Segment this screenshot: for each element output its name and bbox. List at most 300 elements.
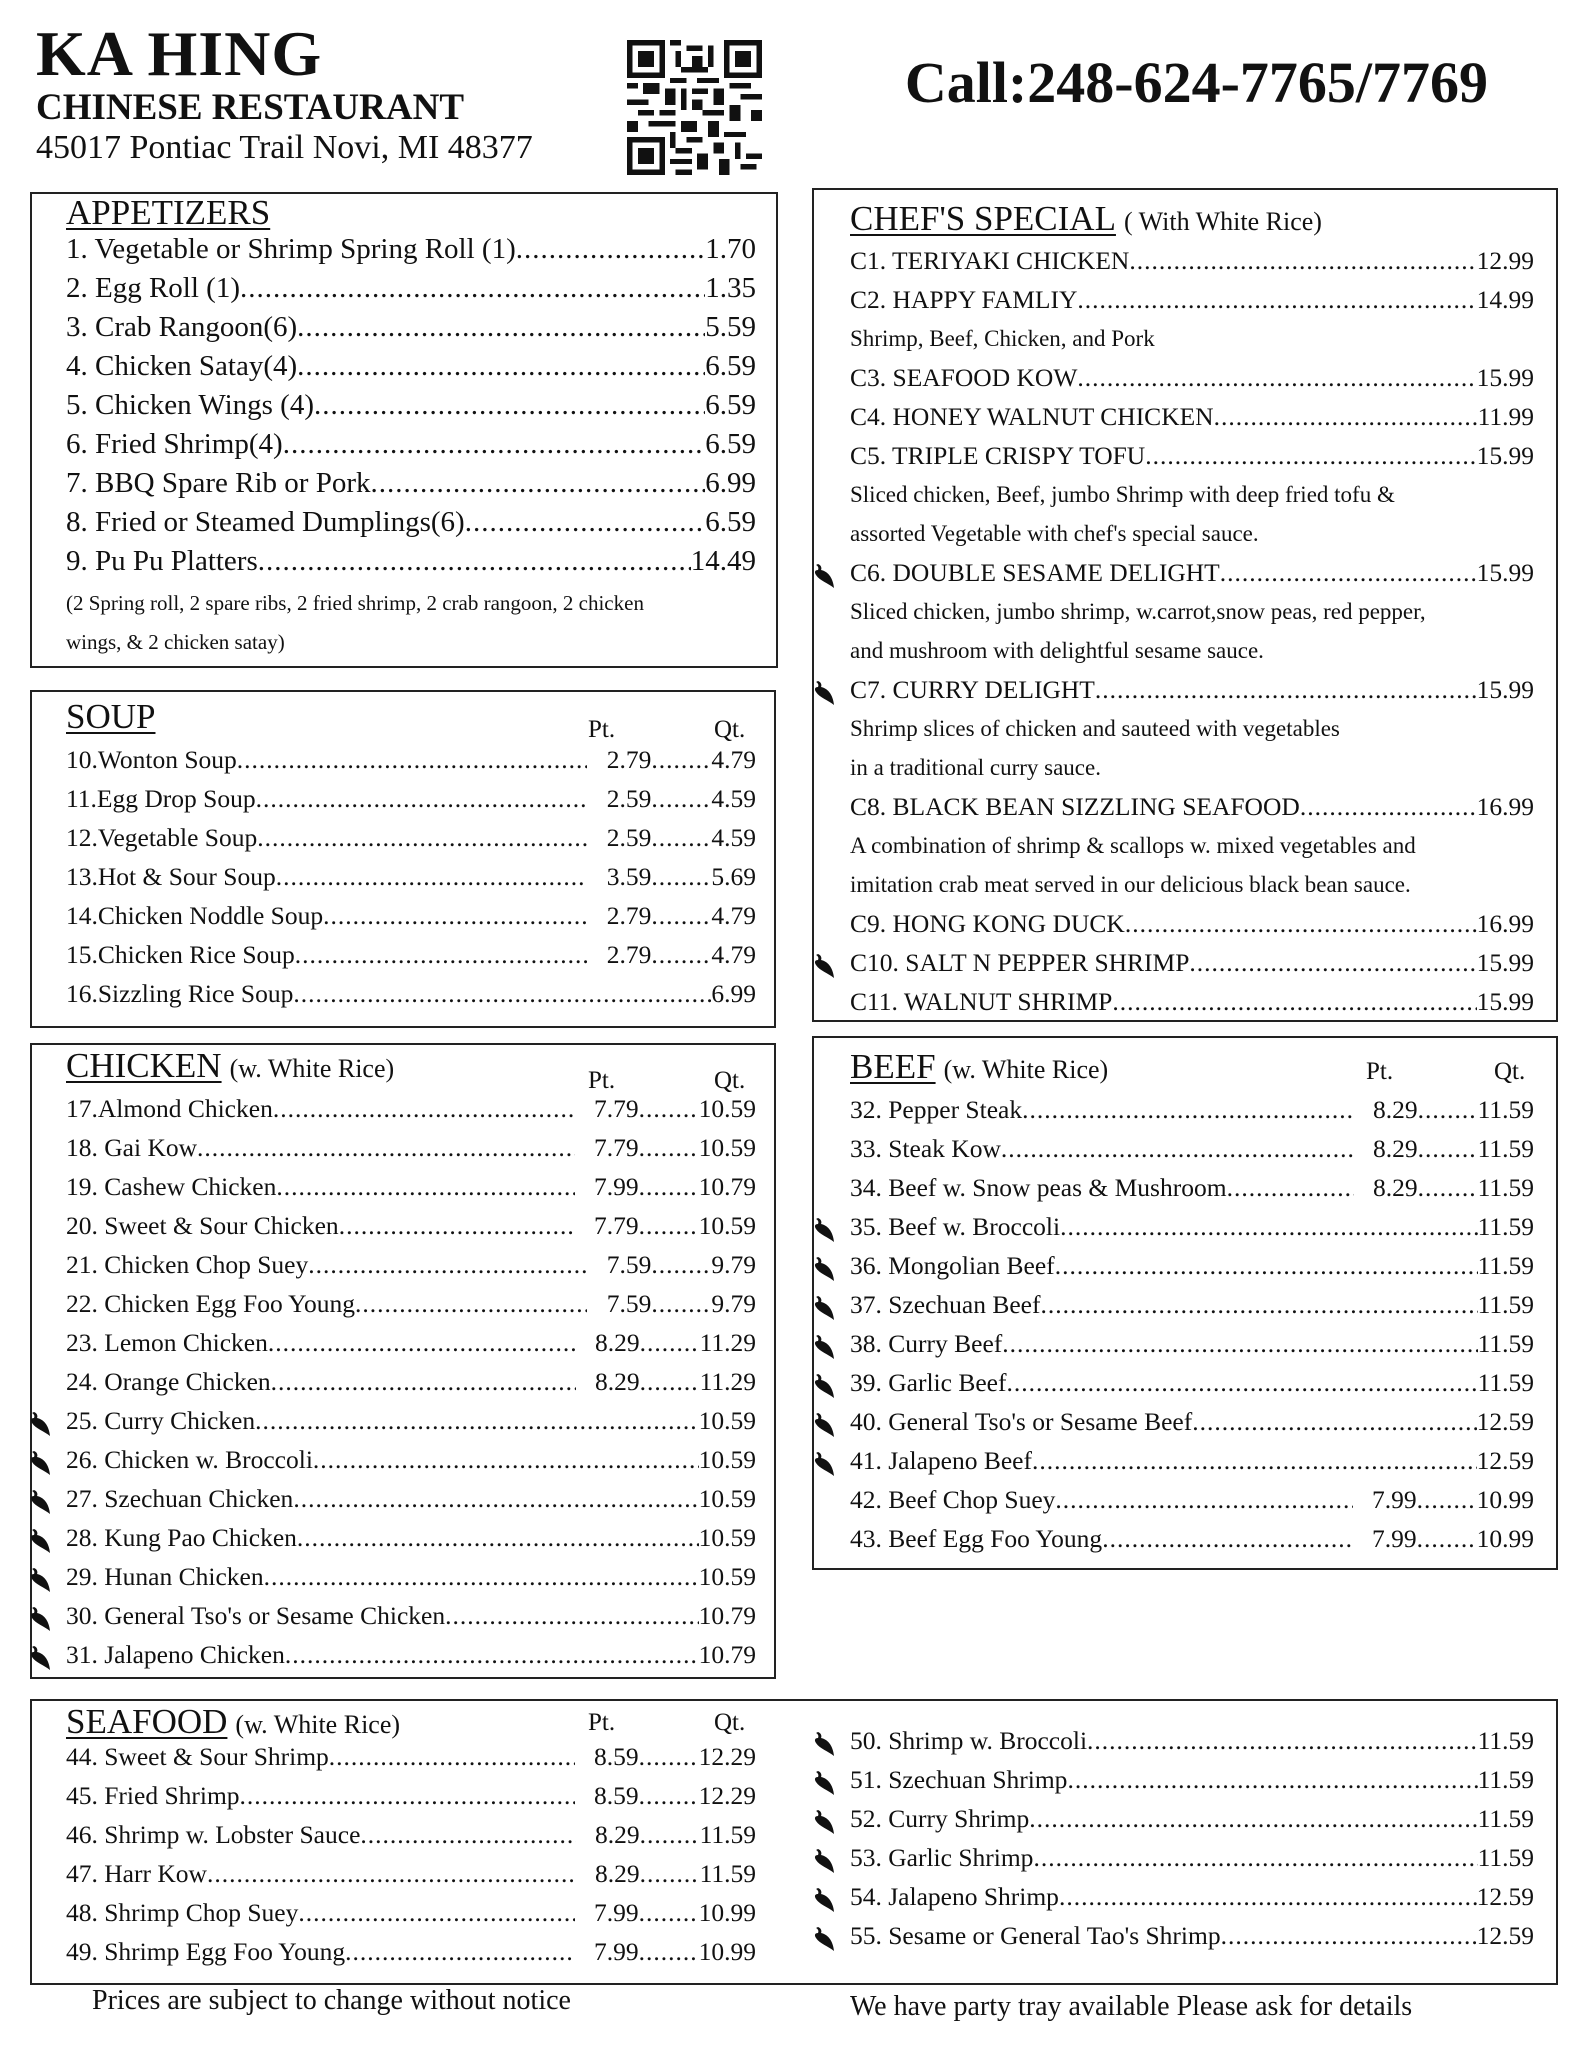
- item-name: 44. Sweet & Sour Shrimp: [66, 1742, 329, 1771]
- item-quart-price: 12.29: [698, 1742, 756, 1771]
- item-pint-price: 7.99: [594, 1937, 639, 1966]
- dot-leader: [298, 1893, 574, 1932]
- appetizers-title: APPETIZERS: [66, 193, 271, 232]
- menu-item: [850, 1441, 1534, 1480]
- dish-description: Sliced chicken, Beef, jumbo Shrimp with deep fried tofu &: [850, 482, 1395, 507]
- menu-item: [66, 1089, 756, 1128]
- menu-item: [66, 818, 756, 857]
- dot-leader: [297, 1518, 699, 1557]
- beef-rice-note: (w. White Rice): [943, 1055, 1109, 1084]
- soup-pint-header: Pt.: [588, 716, 616, 743]
- item-name: 19. Cashew Chicken: [66, 1172, 277, 1201]
- dot-leader: [256, 779, 588, 818]
- item-price: 11.59: [1477, 1290, 1534, 1319]
- menu-item: [850, 1838, 1534, 1877]
- hot-pepper-icon: [812, 1372, 836, 1400]
- menu-item: [850, 943, 1534, 982]
- dot-leader: [1145, 436, 1476, 475]
- chefs-special-section: [812, 188, 1558, 1022]
- item-name: 6. Fried Shrimp(4): [66, 428, 283, 460]
- item-name: C8. BLACK BEAN SIZZLING SEAFOOD: [850, 792, 1300, 821]
- menu-item: [850, 1916, 1534, 1955]
- menu-item: [66, 1776, 756, 1815]
- menu-item: [850, 1207, 1534, 1246]
- dot-leader: [285, 1635, 699, 1674]
- item-name: 8. Fried or Steamed Dumplings(6): [66, 506, 465, 538]
- item-name: 43. Beef Egg Foo Young: [850, 1524, 1103, 1553]
- dot-leader: [360, 1815, 575, 1854]
- item-price: 10.59: [698, 1562, 756, 1591]
- dot-leader: [293, 974, 711, 1013]
- dot-leader: [257, 818, 587, 857]
- dot-leader: [640, 1815, 700, 1854]
- hot-pepper-icon: [28, 1449, 52, 1477]
- beef-section: [812, 1036, 1558, 1570]
- menu-item: [66, 779, 756, 818]
- menu-item: [66, 740, 756, 779]
- menu-item: [66, 464, 756, 503]
- item-price: 6.59: [705, 350, 756, 382]
- item-name: C6. DOUBLE SESAME DELIGHT: [850, 558, 1220, 587]
- item-quart-price: 9.79: [711, 1289, 756, 1318]
- seafood-list-right: [850, 1721, 1534, 1955]
- item-price: 10.59: [698, 1484, 756, 1513]
- dish-description: imitation crab meat served in our delicious black bean sauce.: [850, 872, 1411, 897]
- item-name: 35. Beef w. Broccoli: [850, 1212, 1061, 1241]
- hot-pepper-icon: [812, 1333, 836, 1361]
- item-price: 6.59: [705, 389, 756, 421]
- item-pint-price: 2.59: [606, 823, 652, 852]
- beef-title-text: BEEF: [850, 1047, 936, 1086]
- item-pint-price: 7.99: [594, 1172, 639, 1201]
- menu-item: [850, 1090, 1534, 1129]
- chicken-title-text: CHICKEN: [66, 1046, 222, 1085]
- menu-item: [850, 1285, 1534, 1324]
- menu-item: [66, 896, 756, 935]
- item-quart-price: 10.59: [698, 1133, 756, 1162]
- item-quart-price: 11.59: [1477, 1134, 1534, 1163]
- dot-leader: [1087, 1721, 1478, 1760]
- appetizers-section: [30, 192, 778, 668]
- chefs-special-title-text: CHEF'S SPECIAL: [850, 199, 1116, 238]
- item-price: 10.59: [698, 1406, 756, 1435]
- item-name: 49. Shrimp Egg Foo Young: [66, 1937, 346, 1966]
- item-price: 11.59: [1477, 1843, 1534, 1872]
- item-name: 32. Pepper Steak: [850, 1095, 1023, 1124]
- item-name: 31. Jalapeno Chicken: [66, 1640, 285, 1669]
- item-name: 47. Harr Kow: [66, 1859, 207, 1888]
- item-price: 12.59: [1476, 1407, 1534, 1436]
- dot-leader: [1055, 1480, 1352, 1519]
- dot-leader: [1220, 553, 1477, 592]
- dot-leader: [1192, 1402, 1476, 1441]
- dot-leader: [293, 1479, 698, 1518]
- item-name: 17.Almond Chicken: [66, 1094, 273, 1123]
- dot-leader: [445, 1596, 699, 1635]
- dot-leader: [308, 1245, 587, 1284]
- chicken-section: [30, 1043, 776, 1679]
- menu-item: [850, 1480, 1534, 1519]
- dot-leader: [1077, 358, 1476, 397]
- item-pint-price: 8.59: [594, 1742, 639, 1771]
- item-name: C9. HONG KONG DUCK: [850, 909, 1125, 938]
- item-name: 10.Wonton Soup: [66, 745, 237, 774]
- dot-leader: [295, 935, 588, 974]
- party-tray-notice: We have party tray available Please ask for details: [850, 1991, 1413, 2022]
- item-quart-price: 10.59: [698, 1094, 756, 1123]
- menu-item: [66, 1206, 756, 1245]
- item-name: 18. Gai Kow: [66, 1133, 198, 1162]
- item-quart-price: 10.99: [1476, 1524, 1534, 1553]
- dot-leader: [1029, 1799, 1477, 1838]
- menu-item: [850, 1877, 1534, 1916]
- hot-pepper-icon: [812, 1886, 836, 1914]
- dot-leader: [1214, 397, 1478, 436]
- qr-code-icon[interactable]: [627, 40, 762, 175]
- dot-leader: [651, 779, 711, 818]
- dot-leader: [651, 818, 711, 857]
- dot-leader: [283, 425, 706, 464]
- dot-leader: [1189, 943, 1476, 982]
- phone-number[interactable]: Call:248-624-7765/7769: [904, 50, 1488, 115]
- item-name: 54. Jalapeno Shrimp: [850, 1882, 1059, 1911]
- item-quart-price: 12.29: [698, 1781, 756, 1810]
- item-name: 41. Jalapeno Beef: [850, 1446, 1032, 1475]
- dot-leader: [240, 269, 705, 308]
- item-pint-price: 8.29: [1372, 1134, 1418, 1163]
- menu-item: [66, 1557, 756, 1596]
- item-name: 24. Orange Chicken: [66, 1367, 271, 1396]
- dot-leader: [339, 1206, 575, 1245]
- platter-note-cont: wings, & 2 chicken satay): [66, 630, 285, 654]
- restaurant-header: [36, 18, 533, 168]
- item-name: 9. Pu Pu Platters: [66, 545, 258, 577]
- menu-item: [850, 982, 1534, 1021]
- menu-item: [850, 358, 1534, 397]
- menu-item: [66, 1932, 756, 1971]
- hot-pepper-icon: [812, 1216, 836, 1244]
- soup-title: SOUP: [66, 697, 156, 736]
- item-name: 37. Szechuan Beef: [850, 1290, 1041, 1319]
- menu-item: [66, 425, 756, 464]
- dot-leader: [237, 740, 588, 779]
- dish-description: in a traditional curry sauce.: [850, 755, 1101, 780]
- menu-item: [66, 1323, 756, 1362]
- item-price: 12.59: [1476, 1446, 1534, 1475]
- item-pint-price: 8.59: [594, 1781, 639, 1810]
- item-name: 40. General Tso's or Sesame Beef: [850, 1407, 1193, 1436]
- item-price: 15.99: [1476, 948, 1534, 977]
- item-price: 11.59: [1477, 1329, 1534, 1358]
- item-name: 15.Chicken Rice Soup: [66, 940, 295, 969]
- item-name: 23. Lemon Chicken: [66, 1328, 268, 1357]
- menu-item: [66, 1518, 756, 1557]
- item-quart-price: 11.59: [699, 1820, 756, 1849]
- item-pint-price: 7.59: [606, 1289, 652, 1318]
- item-pint-price: 8.29: [594, 1367, 640, 1396]
- dot-leader: [1060, 1207, 1477, 1246]
- item-quart-price: 11.29: [699, 1328, 756, 1357]
- menu-item: [850, 397, 1534, 436]
- menu-item: [66, 1284, 756, 1323]
- dot-leader: [1125, 904, 1477, 943]
- item-price: 14.49: [690, 545, 756, 577]
- hot-pepper-icon: [812, 562, 836, 590]
- dish-description: Shrimp, Beef, Chicken, and Pork: [850, 326, 1155, 351]
- item-name: 16.Sizzling Rice Soup: [66, 979, 294, 1008]
- item-price: 14.99: [1476, 285, 1534, 314]
- item-quart-price: 11.59: [699, 1859, 756, 1888]
- menu-item: [66, 1128, 756, 1167]
- dot-leader: [1022, 1090, 1353, 1129]
- dot-leader: [258, 542, 691, 581]
- item-name: 52. Curry Shrimp: [850, 1804, 1030, 1833]
- item-pint-price: 8.29: [594, 1820, 640, 1849]
- item-name: C1. TERIYAKI CHICKEN: [850, 246, 1130, 275]
- hot-pepper-icon: [28, 1488, 52, 1516]
- item-name: C3. SEAFOOD KOW: [850, 363, 1078, 392]
- seafood-quart-header: Qt.: [714, 1709, 746, 1736]
- platter-note: (2 Spring roll, 2 spare ribs, 2 fried shrimp, 2 crab rangoon, 2 chicken: [66, 591, 644, 615]
- seafood-title-text: SEAFOOD: [66, 1702, 228, 1741]
- item-quart-price: 11.29: [699, 1367, 756, 1396]
- menu-item: [66, 269, 756, 308]
- menu-item: [66, 503, 756, 542]
- dot-leader: [345, 1932, 574, 1971]
- item-pint-price: 7.99: [1372, 1524, 1417, 1553]
- dish-description: and mushroom with delightful sesame sauce.: [850, 638, 1264, 663]
- hot-pepper-icon: [812, 1925, 836, 1953]
- item-pint-price: 2.79: [606, 745, 652, 774]
- item-price: 12.59: [1476, 1882, 1534, 1911]
- item-price: 6.99: [711, 979, 756, 1008]
- dot-leader: [639, 1932, 699, 1971]
- item-price: 6.99: [705, 467, 756, 499]
- item-name: 14.Chicken Noddle Soup: [66, 901, 324, 930]
- dot-leader: [276, 857, 588, 896]
- item-pint-price: 7.79: [594, 1211, 639, 1240]
- dot-leader: [1033, 1838, 1477, 1877]
- menu-item: [850, 1799, 1534, 1838]
- item-name: 26. Chicken w. Broccoli: [66, 1445, 313, 1474]
- soup-list: [66, 740, 756, 1013]
- item-price: 15.99: [1476, 675, 1534, 704]
- menu-item: [66, 1893, 756, 1932]
- menu-item: [66, 386, 756, 425]
- dot-leader: [651, 896, 711, 935]
- dot-leader: [313, 1440, 699, 1479]
- menu-item: [850, 1760, 1534, 1799]
- hot-pepper-icon: [812, 1730, 836, 1758]
- item-pint-price: 8.29: [1372, 1173, 1418, 1202]
- dot-leader: [640, 1362, 700, 1401]
- item-pint-price: 7.99: [1372, 1485, 1417, 1514]
- chicken-title: [66, 1047, 394, 1088]
- item-name: 25. Curry Chicken: [66, 1406, 256, 1435]
- item-pint-price: 2.59: [606, 784, 652, 813]
- chefs-special-rice-note: ( With White Rice): [1123, 207, 1322, 236]
- beef-list: [850, 1090, 1534, 1558]
- item-quart-price: 4.79: [711, 745, 756, 774]
- dot-leader: [1129, 241, 1476, 280]
- menu-item: [850, 1129, 1534, 1168]
- menu-item: [66, 1737, 756, 1776]
- dot-leader: [1001, 1129, 1354, 1168]
- item-quart-price: 10.79: [698, 1172, 756, 1201]
- item-price: 11.59: [1477, 1726, 1534, 1755]
- item-price: 11.59: [1477, 1804, 1534, 1833]
- menu-item: [66, 1596, 756, 1635]
- item-name: 11.Egg Drop Soup: [66, 784, 256, 813]
- dot-leader: [651, 1284, 711, 1323]
- dot-leader: [465, 503, 706, 542]
- item-name: 27. Szechuan Chicken: [66, 1484, 294, 1513]
- item-price: 10.59: [698, 1445, 756, 1474]
- menu-item: [850, 1402, 1534, 1441]
- item-price: 11.99: [1477, 402, 1534, 431]
- dot-leader: [1055, 1246, 1478, 1285]
- chicken-list: [66, 1089, 756, 1674]
- dot-leader: [516, 230, 706, 269]
- hot-pepper-icon: [812, 1411, 836, 1439]
- item-quart-price: 11.59: [1477, 1173, 1534, 1202]
- dot-leader: [314, 386, 705, 425]
- item-price: 12.59: [1476, 1921, 1534, 1950]
- item-price: 11.59: [1477, 1251, 1534, 1280]
- seafood-pint-header: Pt.: [588, 1709, 616, 1736]
- hot-pepper-icon: [28, 1410, 52, 1438]
- dot-leader: [1418, 1129, 1478, 1168]
- menu-item: [66, 1167, 756, 1206]
- item-quart-price: 4.59: [711, 784, 756, 813]
- dot-leader: [1002, 1324, 1477, 1363]
- item-name: 34. Beef w. Snow peas & Mushroom: [850, 1173, 1227, 1202]
- item-quart-price: 4.79: [711, 940, 756, 969]
- item-name: 53. Garlic Shrimp: [850, 1843, 1034, 1872]
- item-name: 48. Shrimp Chop Suey: [66, 1898, 299, 1927]
- dot-leader: [1059, 1877, 1477, 1916]
- item-quart-price: 4.59: [711, 823, 756, 852]
- item-name: C7. CURRY DELIGHT: [850, 675, 1095, 704]
- item-name: 3. Crab Rangoon(6): [66, 311, 298, 343]
- restaurant-address: 45017 Pontiac Trail Novi, MI 48377: [36, 129, 533, 166]
- item-pint-price: 2.79: [606, 940, 652, 969]
- menu-item: [850, 436, 1534, 475]
- dot-leader: [1418, 1090, 1478, 1129]
- dot-leader: [207, 1854, 576, 1893]
- price-disclaimer: Prices are subject to change without notice: [92, 1985, 571, 2016]
- menu-item: [850, 1168, 1534, 1207]
- dot-leader: [297, 347, 705, 386]
- dot-leader: [639, 1893, 699, 1932]
- menu-item: [66, 1815, 756, 1854]
- dot-leader: [651, 857, 711, 896]
- item-name: C2. HAPPY FAMLIY: [850, 285, 1078, 314]
- item-pint-price: 8.29: [594, 1859, 640, 1888]
- dot-leader: [1112, 982, 1476, 1021]
- item-name: 36. Mongolian Beef: [850, 1251, 1055, 1280]
- dot-leader: [1032, 1441, 1477, 1480]
- item-name: C10. SALT N PEPPER SHRIMP: [850, 948, 1190, 977]
- dot-leader: [639, 1776, 699, 1815]
- menu-item: [850, 1324, 1534, 1363]
- item-pint-price: 7.59: [606, 1250, 652, 1279]
- menu-item: [66, 1635, 756, 1674]
- item-name: C4. HONEY WALNUT CHICKEN: [850, 402, 1214, 431]
- dot-leader: [273, 1089, 575, 1128]
- dot-leader: [639, 1089, 699, 1128]
- item-name: 30. General Tso's or Sesame Chicken: [66, 1601, 446, 1630]
- dot-leader: [1067, 1760, 1477, 1799]
- dot-leader: [276, 1167, 574, 1206]
- menu-item: [66, 308, 756, 347]
- item-pint-price: 7.99: [594, 1898, 639, 1927]
- item-name: 4. Chicken Satay(4): [66, 350, 298, 382]
- menu-item: [66, 1401, 756, 1440]
- chicken-quart-header: Qt.: [714, 1067, 746, 1094]
- item-name: 51. Szechuan Shrimp: [850, 1765, 1068, 1794]
- menu-item: [850, 904, 1534, 943]
- item-name: 12.Vegetable Soup: [66, 823, 258, 852]
- dot-leader: [1418, 1168, 1478, 1207]
- item-quart-price: 9.79: [711, 1250, 756, 1279]
- menu-item: [850, 1246, 1534, 1285]
- item-price: 1.35: [705, 272, 756, 304]
- hot-pepper-icon: [28, 1644, 52, 1672]
- item-name: 33. Steak Kow: [850, 1134, 1001, 1163]
- item-price: 15.99: [1476, 558, 1534, 587]
- dish-description: A combination of shrimp & scallops w. mixed vegetables and: [850, 833, 1416, 858]
- dot-leader: [323, 896, 587, 935]
- soup-quart-header: Qt.: [714, 716, 746, 743]
- item-quart-price: 11.59: [1477, 1095, 1534, 1124]
- dot-leader: [639, 1206, 699, 1245]
- dish-description: assorted Vegetable with chef's special sauce.: [850, 521, 1259, 546]
- dot-leader: [651, 1245, 711, 1284]
- menu-item: [66, 857, 756, 896]
- menu-item: [66, 1854, 756, 1893]
- hot-pepper-icon: [812, 679, 836, 707]
- dish-description: Sliced chicken, jumbo shrimp, w.carrot,snow peas, red pepper,: [850, 599, 1426, 624]
- menu-item: [66, 542, 756, 581]
- dot-leader: [651, 935, 711, 974]
- restaurant-name: KA HING: [36, 18, 323, 89]
- dot-leader: [197, 1128, 575, 1167]
- item-name: 50. Shrimp w. Broccoli: [850, 1726, 1088, 1755]
- hot-pepper-icon: [812, 1847, 836, 1875]
- chefs-special-list: [850, 241, 1534, 1021]
- menu-item: [850, 670, 1534, 709]
- hot-pepper-icon: [812, 1450, 836, 1478]
- dot-leader: [1006, 1363, 1477, 1402]
- menu-item: [66, 1479, 756, 1518]
- item-price: 15.99: [1476, 441, 1534, 470]
- dot-leader: [268, 1323, 576, 1362]
- dot-leader: [240, 1776, 575, 1815]
- item-pint-price: 8.29: [1372, 1095, 1418, 1124]
- hot-pepper-icon: [812, 952, 836, 980]
- item-pint-price: 7.79: [594, 1094, 639, 1123]
- dot-leader: [1095, 670, 1477, 709]
- chicken-rice-note: (w. White Rice): [229, 1054, 395, 1083]
- item-price: 10.79: [698, 1640, 756, 1669]
- item-name: 42. Beef Chop Suey: [850, 1485, 1056, 1514]
- item-quart-price: 10.99: [1476, 1485, 1534, 1514]
- dot-leader: [1417, 1480, 1477, 1519]
- item-price: 11.59: [1477, 1765, 1534, 1794]
- item-price: 1.70: [705, 233, 756, 265]
- beef-pint-header: Pt.: [1366, 1058, 1394, 1085]
